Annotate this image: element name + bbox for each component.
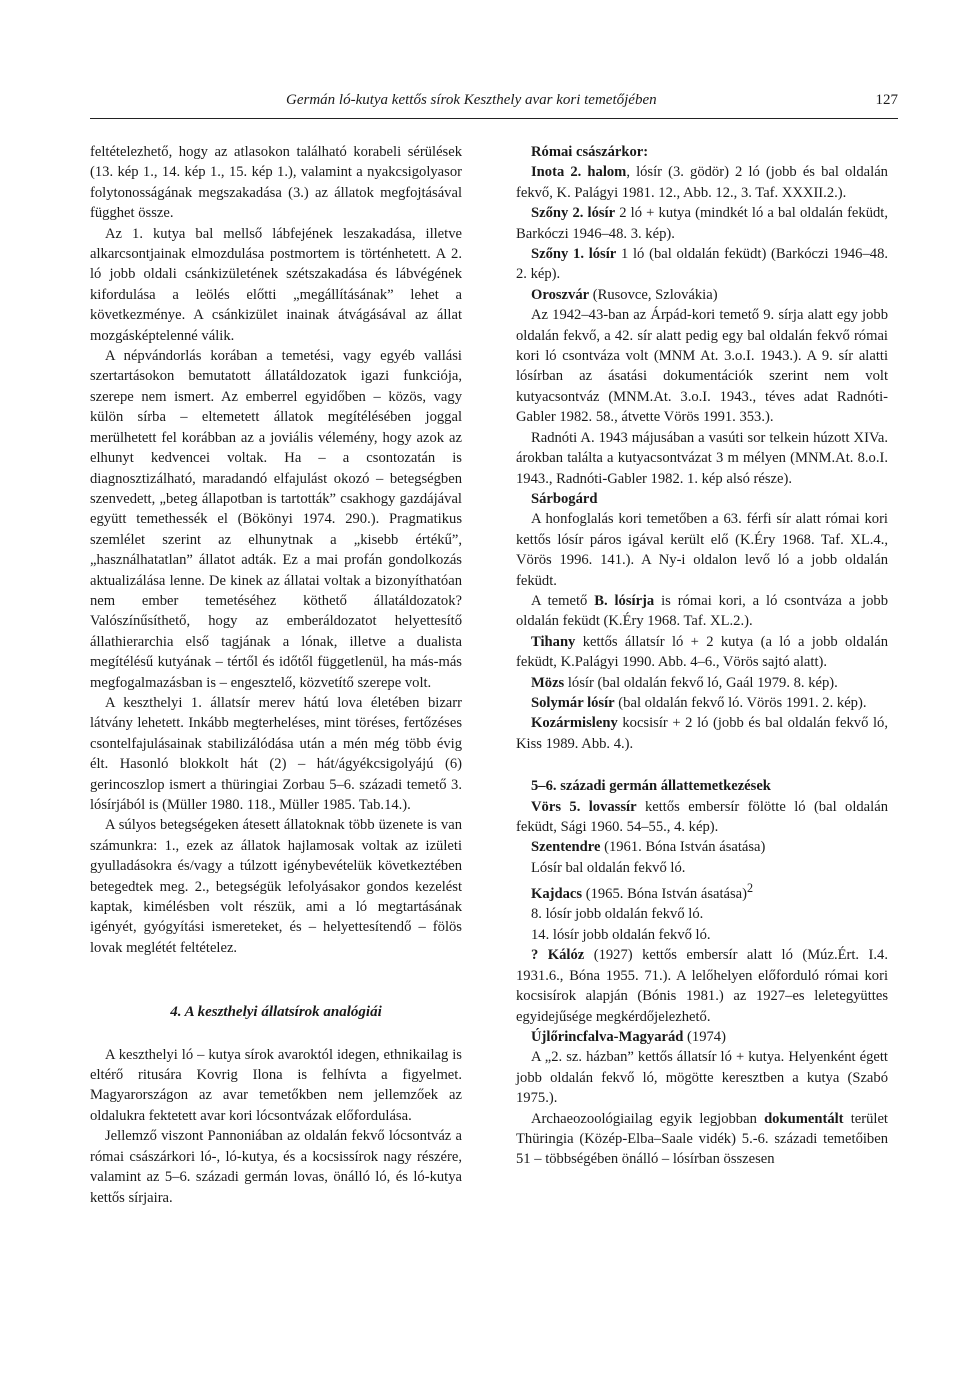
list-entry: Archaeozoológiailag egyik legjobban dokumentált terület Thüringia (Közép-Elba–Saale vidék) 5.-6. századi temetőiben 51 – többségében önálló – lósírban összesen: [516, 1110, 888, 1168]
list-entry: Vörs 5. lovassír kettős embersír fölötte ló (bal oldalán feküdt, Sági 1960. 54–55., 4. kép).: [516, 798, 888, 835]
paragraph: A „2. sz. házban” kettős állatsír ló + kutya. Helyenként égett jobb oldalán fekvő ló, mögötte keresztben a kutya (Szabó 1975.).: [516, 1049, 888, 1107]
list-entry: Inota 2. halom, lósír (3. gödör) 2 ló (jobb és bal oldalán fekvő, K. Palágyi 1981. 12., Abb. 12., 3. Taf. XXXII.2.).: [516, 164, 888, 201]
list-entry: Szőny 1. lósír 1 ló (bal oldalán feküdt) (Barkóczi 1946–48. 2. kép).: [516, 246, 889, 283]
list-entry: A temető B. lósírja is római kori, a ló csontváza a jobb oldalán feküdt (K.Éry 1968. Taf. XL.2.).: [516, 592, 888, 630]
paragraph: feltételezhető, hogy az atlasokon található korabeli sérülések (13. kép 1., 14. kép 1., 15. kép 1.), valamint a nyakcsigolyasor folytonosságának megszakadása (3.) az állatok megfojtásával függhet össze.: [90, 144, 462, 222]
list-entry: Tihany kettős állatsír ló + 2 kutya (a ló a jobb oldalán feküdt, K.Palágyi 1990. Abb. 4–6., Vörös sajtó alatt).: [516, 633, 888, 671]
subheading: 5–6. századi germán állattemetkezések: [531, 778, 771, 795]
paragraph: A honfoglalás kori temetőben a 63. férfi sír alatt római kori kettős lósír páros igával került elő (K.Éry 1968. Taf. XL.4., Vörös 1996. 141.). A Ny-i oldalon levő ló a jobb oldalán feküdt.: [516, 511, 888, 589]
paragraph: Lósír bal oldalán fekvő ló.: [531, 859, 686, 876]
paragraph: A keszthelyi ló – kutya sírok avaroktól idegen, ethnikailag is eltérő ritusára Kovrig Ilona is felhívta a figyelmet. Magyarországon az avar temetőkben nem jellemzőek az oldalukra fektetett avar kori lócsontvázak előfordulása.: [90, 1046, 462, 1124]
paragraph: A népvándorlás korában a temetési, vagy egyéb vallási szertartásokon bemutatott állatáldozatok igazi funkciója, szerepe nem ismert. Az emberrel egyidőben – közös, vagy külön sírba – eltemetett állatok megítélésében joggal merülhetett fel korábban az a joviális vélemény, hogy azok az elhunyt kedvencei voltak. Ha – a csontozatán is diagnosztizálható, maradandó elfajulást okozó – betegségben szenvedett, „beteg állapotban is tartották” csakhogy gazdájával együtt temethessék el (Bökönyi 1974. 290.). Pragmatikus szemlélet szerint az elhunytnak a „kisebb értékű”, „használhatatlan” állatot adták. Ez a mai profán gondolkozás aktualizálása lenne. De kinek az állatai voltak a bizonyíthatóan nem ember temetéséhez köthető állatáldozatok? Valószínűsíthető, hogy az emberáldozatot helyettesítő állathierarchia első tagjának a lónak, illetve a dualista megítélésű kutyának – tértől és időtől függetlenül, ha más-más megfogalmazásban is – engesztelő, közvetítő szerepe volt.: [90, 348, 462, 691]
paragraph: 14. lósír jobb oldalán fekvő ló.: [531, 926, 711, 943]
left-column: [90, 142, 462, 1208]
paragraph: A keszthelyi 1. állatsír merev hátú lova életében bizarr látvány lehetett. Inkább megterheléses, mint töréses, fertőzéses csontelfajulásainak stabilizálódása után a mén még több évig élt. Hasonló blokkolt hát (2) – hát/ágyékcsigolyájú (6) gerincoszlop ismert a thüringiai Zorbau 5–6. századi temető 3. lósírjából is (Müller 1980. 118., Müller 1985. Tab.14.).: [90, 694, 462, 813]
running-title: Germán ló-kutya kettős sírok Keszthely avar kori temetőjében: [286, 92, 657, 108]
list-entry: ? Kálóz (1927) kettős embersír alatt ló (Múz.Ért. I.4. 1931.6., Bóna 1955. 71.). A lelőhelyen előforduló római kori kocsisírok alapján (Bónis 1981.) az 1927–es leletegyüttes egyidejűsége megkérdőjelezhető.: [516, 947, 888, 1025]
list-entry: Kozármisleny kocsisír + 2 ló (jobb és bal oldalán fekvő ló, Kiss 1989. Abb. 4.).: [516, 715, 888, 752]
section-title: 4. A keszthelyi állatsírok analógiái: [170, 1004, 382, 1021]
list-entry: Kajdacs (1965. Bóna István ásatása)$^2$: [531, 881, 754, 903]
list-entry: Szőny 2. lósír 2 ló + kutya (mindkét ló a bal oldalán feküdt, Barkóczi 1946–48. 3. kép).: [516, 205, 888, 242]
paragraph: Radnóti A. 1943 májusában a vasúti sor telkein húzott XIVa. árokban találta a kutyacsontvázat 3 m mélyen (MNM.At. 8.o.I. 1943., Radnóti-Gabler 1982. 1. kép alsó része).: [516, 429, 888, 487]
paragraph: Az 1942–43-ban az Árpád-kori temető 9. sírja alatt egy jobb oldalán fekvő, a 42. sír alatt pedig egy bal oldalán fekvő római kori ló csontváza volt (MNM At. 3.o.I. 1943.). A 9. sír alatti lósírban az ásatási dokumentációk szerint nem volt kutyacsontváz (MNM.At. 3.o.I. 1943., téves adat Radnóti-Gabler 1982. 58., átvette Vörös 1991. 353.).: [516, 307, 888, 426]
running-header: [90, 92, 898, 119]
paragraph: 8. lósír jobb oldalán fekvő ló.: [531, 906, 704, 923]
subheading: Római császárkor:: [531, 144, 649, 160]
right-column: [516, 142, 888, 1170]
paragraph: Jellemző viszont Pannoniában az oldalán fekvő lócsontváz a római császárkori ló-, ló-kutya, és a kocsissírok nagy részére, valamint az 5–6. századi germán lovas, önálló ló, és ló-kutya kettős sírjaira.: [90, 1128, 462, 1206]
list-entry: Újlőrincfalva-Magyarád (1974): [531, 1028, 726, 1045]
list-entry: Solymár lósír (bal oldalán fekvő ló. Vörös 1991. 2. kép).: [531, 694, 867, 711]
footnote-marker: 2: [747, 881, 754, 896]
list-entry: Szentendre (1961. Bóna István ásatása): [531, 839, 766, 856]
paragraph: A súlyos betegségeken átesett állatoknak több üzenete is van számunkra: 1., ezek az állatok hajlamosak voltak az izületi gyulladásokra és/vagy a túlzott igénybevételük következtében betegedtek meg. 2., betegségük lefolyásakor gondos kezelést kaptak, kimélésben volt részük, ami a ló megtartásának igényét, gyógyítási ismereteket, és – helyettesítendő – fölös lovak meglétét feltételez.: [90, 817, 462, 956]
page-number: 127: [875, 92, 898, 108]
subheading: Sárbogárd: [531, 490, 598, 507]
list-entry: Oroszvár (Rusovce, Szlovákia): [531, 286, 718, 303]
list-entry: Mözs lósír (bal oldalán fekvő ló, Gaál 1979. 8. kép).: [531, 674, 838, 691]
paragraph: Az 1. kutya bal mellső lábfejének leszakadása, illetve alkarcsontjainak elmozdulása postmortem is történhetett. A 2. ló jobb oldali csánkizületének szétszakadása és lábvégének kifordulása a leölés előtti „megállításának” lehet a következménye. A csánkizület inainak átvágásával az állat mozgásképtelenné válik.: [90, 225, 462, 344]
